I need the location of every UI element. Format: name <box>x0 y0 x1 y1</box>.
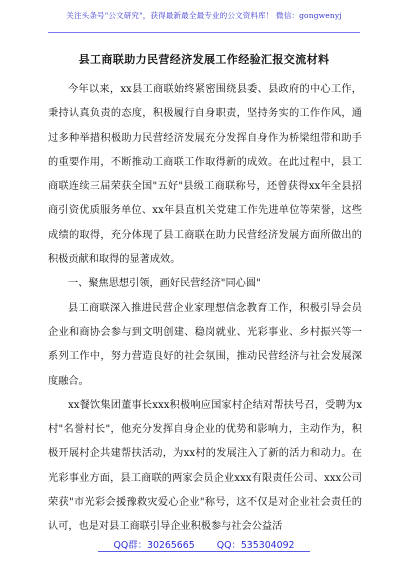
document-title: 县工商联助力民营经济发展工作经验汇报交流材料 <box>78 53 330 66</box>
document-body <box>48 78 362 540</box>
footer-divider <box>98 551 310 552</box>
paragraph-example: xx餐饮集团董事长xxx积极响应国家村企结对帮扶号召，受聘为x村"名誉村长"，他充分发挥自身企业的优势和影响力，主动作为，积极开展村企共建帮扶活动，为xx村的发展注入了新的活力和动力。在光彩事业方面，县工商联的两家会员企业xxx有限责任公司、xxx公司荣获"市光彩会援豫救灾爱心企业"称号，这不仅是对企业社会责任的认可，也是对县工商联引导企业积极参与社会公益活 <box>48 399 362 533</box>
footer-contacts <box>0 537 408 551</box>
footer-qq-group: QQ群：30265665 <box>113 540 195 551</box>
header-divider <box>48 32 360 33</box>
paragraph-education: 县工商联深入推进民营企业家理想信念教育工作，积极引导会员企业和商协会参与到文明创建、稳岗就业、光彩事业、乡村振兴等一系列工作中，努力营造良好的社会氛围，推动民营经济与社会发展深度融合。 <box>48 302 362 387</box>
paragraph-intro: 今年以来，xx县工商联始终紧密围绕县委、县政府的中心工作，秉持认真负责的态度，积极履行自身职责，坚持务实的工作作风，通过多种举措积极助力民营经济发展充分发挥自身作为桥梁纽带和助手的重要作用，不断推动工商联工作取得新的成效。在此过程中，县工商联连续三届荣获全国"五好"县级工商联称号，还曾获得xx年全县招商引资优质服务单位、xx年县直机关党建工作先进单位等荣誉，这些成绩的取得，充分体现了县工商联在助力民营经济发展方面所做出的积极贡献和取得的显著成效。 <box>48 84 362 266</box>
section-heading-1: 一、聚焦思想引领，画好民营经济"同心圆" <box>68 278 261 290</box>
footer-qq: QQ：535304092 <box>216 540 295 551</box>
header-banner: 关注头条号"公文研究"，获得最新最全最专业的公文资料库！ 微信：gongwenyj <box>66 11 342 20</box>
